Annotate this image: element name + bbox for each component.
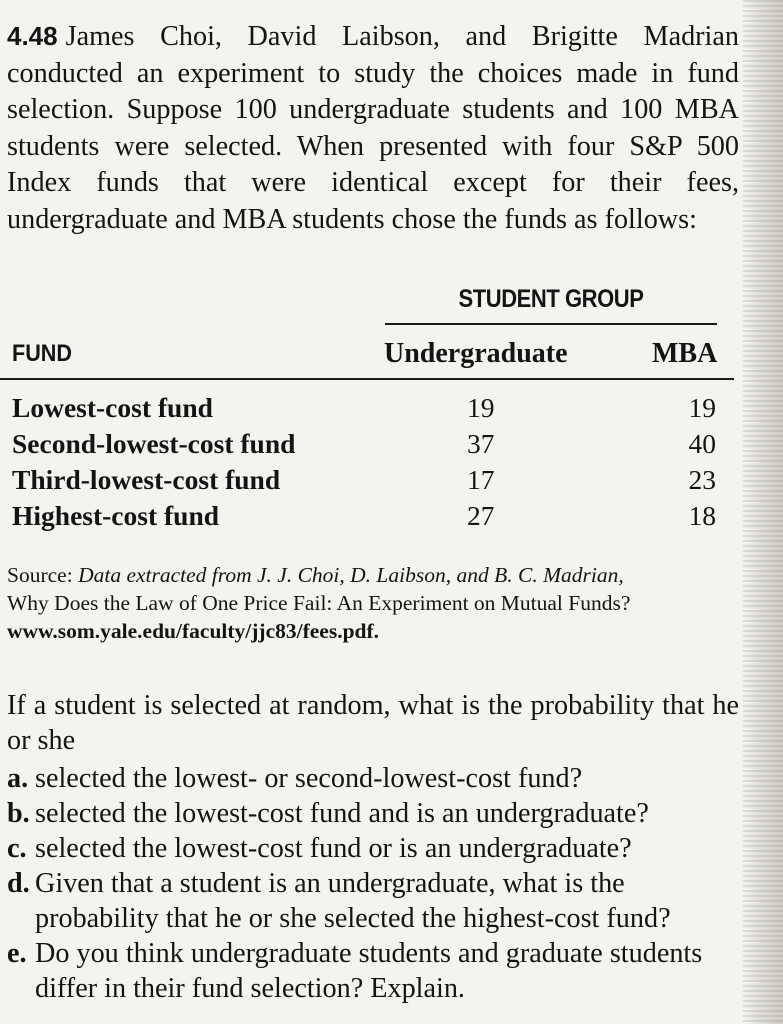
problem-statement — [7, 18, 739, 238]
table-row — [12, 500, 716, 536]
mba-count: 23 — [688, 464, 716, 495]
part-letter: e. — [7, 938, 27, 969]
part-letter: a. — [7, 763, 29, 794]
student-group-header: STUDENT GROUP — [458, 285, 644, 313]
undergraduate-count: 17 — [467, 464, 495, 495]
question-part-e — [7, 936, 739, 1006]
part-text: selected the lowest-cost fund or is an undergraduate? — [35, 833, 632, 864]
mba-column-header: MBA — [652, 338, 718, 369]
source-label: Source: — [7, 563, 73, 587]
part-text: selected the lowest- or second-lowest-cost fund? — [35, 763, 583, 794]
mba-count: 18 — [688, 500, 716, 531]
fund-name: Highest-cost fund — [12, 500, 220, 531]
part-letter: d. — [7, 868, 30, 899]
undergraduate-count: 37 — [467, 428, 495, 459]
table-row — [12, 428, 716, 464]
question-parts — [7, 761, 739, 1006]
table-row — [12, 464, 716, 500]
part-text: selected the lowest-cost fund and is an undergraduate? — [35, 798, 649, 829]
problem-number: 4.48 — [7, 21, 58, 51]
page-edge-shadow — [743, 0, 783, 1024]
fund-name: Third-lowest-cost fund — [12, 464, 281, 495]
source-authors: Data extracted from J. J. Choi, D. Laibson, and B. C. Madrian, — [78, 563, 624, 587]
mba-count: 19 — [688, 392, 716, 423]
fund-name: Second-lowest-cost fund — [12, 428, 296, 459]
part-text: Do you think undergraduate students and graduate students differ in their fund selection? Explain. — [35, 938, 703, 1004]
group-header-rule — [385, 323, 717, 325]
question-part-b — [7, 796, 739, 831]
fund-table-body — [12, 392, 716, 536]
undergraduate-count: 27 — [467, 500, 495, 531]
source-title: Why Does the Law of One Price Fail: An Experiment on Mutual Funds? — [7, 591, 631, 615]
undergraduate-column-header: Undergraduate — [384, 338, 568, 369]
problem-text: James Choi, David Laibson, and Brigitte Madrian conducted an experiment to study the choices made in fund selection. Suppose 100 undergraduate students and 100 MBA students were selected. When presented with four S&P 500 Index funds that were identical except for their fees, undergraduate and MBA students chose the funds as follows: — [7, 21, 739, 235]
part-letter: c. — [7, 833, 27, 864]
source-citation — [7, 561, 739, 645]
source-url: www.som.yale.edu/faculty/jjc83/fees.pdf. — [7, 619, 380, 643]
fund-name: Lowest-cost fund — [12, 392, 213, 423]
part-text: Given that a student is an undergraduate, what is the probability that he or she selected the highest-cost fund? — [35, 868, 671, 934]
question-part-c — [7, 831, 739, 866]
table-row — [12, 392, 716, 428]
question-intro: If a student is selected at random, what is the probability that he or she — [7, 690, 739, 756]
question-part-a — [7, 761, 739, 796]
undergraduate-count: 19 — [467, 392, 495, 423]
mba-count: 40 — [688, 428, 716, 459]
part-letter: b. — [7, 798, 30, 829]
table-header-rule — [0, 378, 734, 380]
question-part-d — [7, 866, 739, 936]
fund-column-header: FUND — [12, 340, 72, 367]
